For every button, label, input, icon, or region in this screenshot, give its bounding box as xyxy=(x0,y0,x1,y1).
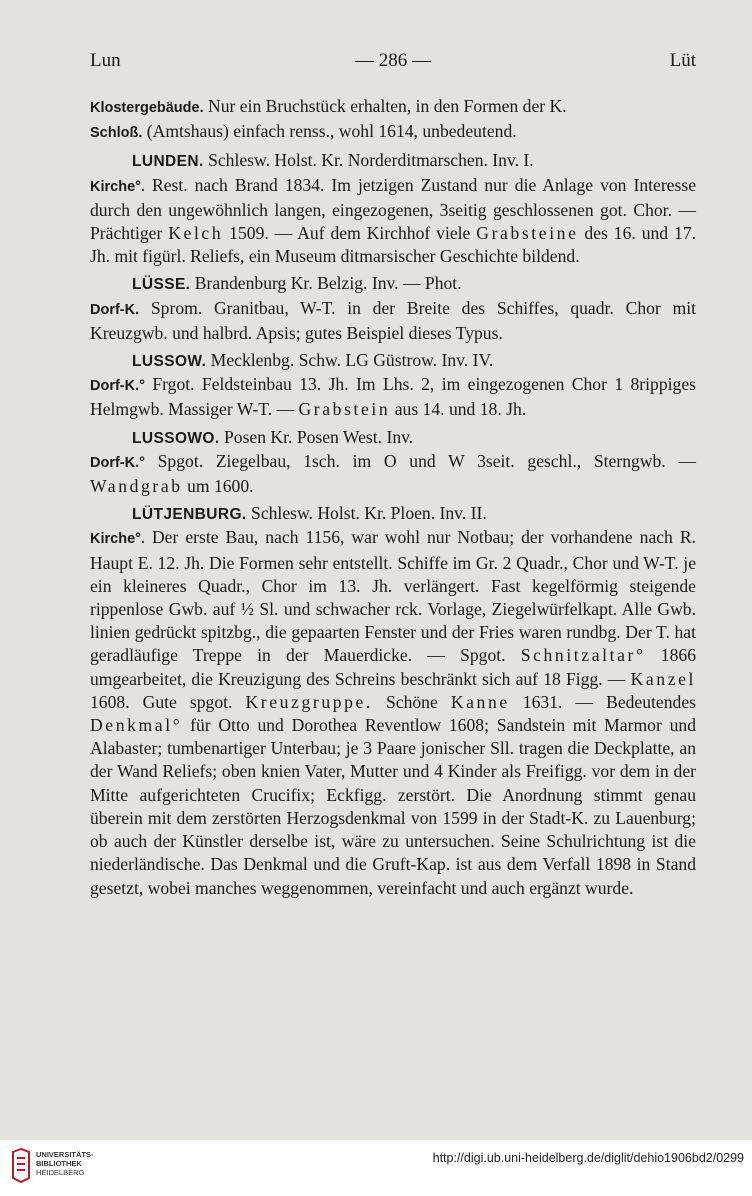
spaced-term: Grabsteine xyxy=(476,223,579,244)
entry-text: Nur ein Bruchstück erhalten, in den Formen der K. xyxy=(203,96,567,116)
place-name: LÜTJENBURG. xyxy=(132,506,247,524)
entry-lead: Dorf-K. xyxy=(90,301,140,318)
entry-lead: Klostergebäude. xyxy=(90,100,204,116)
spaced-term: Kanne xyxy=(450,691,510,712)
page-number: — 286 — xyxy=(355,50,431,71)
place-name: LUSSOWO. xyxy=(132,429,220,447)
entry-lead: Dorf-K.° xyxy=(90,378,145,395)
header-left-keyword: Lun xyxy=(90,50,121,71)
header-right-keyword: Lüt xyxy=(669,50,696,71)
entry-text: aus 14. und 18. Jh. xyxy=(390,399,527,420)
spaced-term: Denkmal° xyxy=(90,715,183,736)
entry-luesse-dorfkirche xyxy=(90,297,696,345)
entry-text: 1608. Gute spgot. xyxy=(90,691,246,712)
spaced-term: Kanzel xyxy=(630,668,696,689)
running-header xyxy=(90,50,696,78)
library-name xyxy=(36,1150,94,1177)
place-info: Posen Kr. Posen West. Inv. xyxy=(219,426,414,447)
entry-text: 1509. — Auf dem Kirchhof viele xyxy=(223,223,477,244)
viewer-footer xyxy=(0,1140,752,1196)
place-heading-luesse xyxy=(90,272,696,296)
place-name: LÜSSE. xyxy=(132,276,191,294)
library-seal-icon xyxy=(10,1148,32,1184)
place-info: Brandenburg Kr. Belzig. Inv. — Phot. xyxy=(190,273,462,294)
entry-text: Frgot. Feldsteinbau 13. Jh. Im Lhs. 2, im eingezogenen Chor 1 8rippiges Helmgwb. Massiger W-T. — xyxy=(90,374,696,420)
entry-text: Der erste Bau, nach 1156, war wohl nur Notbau; der vorhandene nach R. Haupt E. 12. Jh. Die Formen sehr entstellt. Schiffe im Gr. 2 Quadr., Chor und W-T. je ein kleineres Quadr., Chor im 13. Jh. verlängert. Fast kegelförmig steigende rippenlose Gwb. auf ½ Sl. und schwacher rck. Vorlage, Ziegelwürfelkapt. Alle Gwb. linien gedrückt spitzbg., die gepaarten Fenster und der Fries waren rundbg. Der T. hat geradläufige Treppe in der Mauerdicke. — Spgot. xyxy=(90,527,696,666)
entry-text: (Amtshaus) einfach renss., wohl 1614, unbedeutend. xyxy=(142,121,517,142)
place-info: Schlesw. Holst. Kr. Norderditmarschen. Inv. I. xyxy=(203,150,534,171)
place-info: Mecklenbg. Schw. LG Güstrow. Inv. IV. xyxy=(206,350,494,371)
entry-text: Sprom. Granitbau, W-T. in der Breite des Schiffes, quadr. Chor mit Kreuzgwb. und halbrd. Apsis; gutes Beispiel dieses Typus. xyxy=(90,297,696,343)
entry-text: Rest. nach Brand 1834. Im jetzigen Zustand nur die Anlage von Interesse durch den ungewöhnlich langen, eingezogenen, 3seitig geschlossenen got. Chor. — Prächtiger xyxy=(90,174,696,244)
permalink-url[interactable]: http://digi.ub.uni-heidelberg.de/diglit/dehio1906bd2/0299 xyxy=(432,1151,744,1165)
entry-lussowo-dorfkirche xyxy=(90,450,696,498)
place-name: LUNDEN. xyxy=(132,153,204,171)
entry-klostergebaeude xyxy=(90,95,696,120)
spaced-term: Kreuzgruppe. xyxy=(245,691,373,712)
place-heading-lunden xyxy=(90,149,696,173)
entry-luetjenburg-kirche xyxy=(90,526,696,899)
library-name-line: UNIVERSITÄTS- xyxy=(36,1150,94,1159)
entry-text: um 1600. xyxy=(182,476,254,497)
entry-text: für Otto und Dorothea Reventlow 1608; Sandstein mit Marmor und Alabaster; tumbenartiger Unterbau; je 3 Paare jonischer Sll. tragen die Deckplatte, an der Wand Reliefs; oben knien Vater, Mutter und 4 Kinder als Freifigg. vor dem in der Mitte aufgerichteten Crucifix; Eckfigg. zerstört. Die Anordnung stimmt genau überein mit dem zerstörten Herzogsdenkmal von 1599 in der Stadt-K. zu Lauenburg; ob auch der Künstler derselbe ist, wäre zu untersuchen. Seine Schulrichtung ist die niederländische. Das Denkmal und die Gruft-Kap. ist aus dem Verfall 1898 in Stand gesetzt, wobei manches weggenommen, vereinfacht und auch ergänzt wurde. xyxy=(90,715,696,898)
place-heading-luetjenburg xyxy=(90,502,696,526)
place-name: LUSSOW. xyxy=(132,353,207,371)
entry-text: 1631. — Bedeutendes xyxy=(509,691,696,712)
entry-lunden-kirche xyxy=(90,174,696,269)
entry-lead: Kirche°. xyxy=(90,531,145,548)
entry-schloss xyxy=(90,120,696,145)
spaced-term: Schnitzaltar° xyxy=(520,645,646,666)
entry-text: des 16. und 17. Jh. mit figürl. Reliefs, ein Museum ditmarsischer Geschichte bildend. xyxy=(90,223,697,267)
entry-lead: Dorf-K.° xyxy=(90,454,145,471)
entry-text: 1866 umgearbeitet, die Kreuzigung des Schreins beschränkt sich auf 18 Figg. — xyxy=(90,645,696,689)
entry-text: Schöne xyxy=(372,691,451,712)
place-heading-lussow xyxy=(90,349,696,373)
entry-lead: Schloß. xyxy=(90,125,143,142)
entry-text: Spgot. Ziegelbau, 1sch. im O und W 3seit. geschl., Sterngwb. — xyxy=(144,450,696,471)
library-name-line: HEIDELBERG xyxy=(36,1168,85,1177)
library-logo[interactable] xyxy=(10,1148,120,1188)
spaced-term: Kelch xyxy=(168,223,224,244)
entry-lead: Kirche°. xyxy=(90,178,145,195)
spaced-term: Wandgrab xyxy=(90,476,183,497)
place-info: Schlesw. Holst. Kr. Ploen. Inv. II. xyxy=(246,503,487,524)
place-heading-lussowo xyxy=(90,426,696,450)
library-name-line: BIBLIOTHEK xyxy=(36,1159,82,1168)
page-body xyxy=(90,95,696,900)
spaced-term: Grabstein xyxy=(298,399,391,420)
entry-lussow-dorfkirche xyxy=(90,373,696,421)
